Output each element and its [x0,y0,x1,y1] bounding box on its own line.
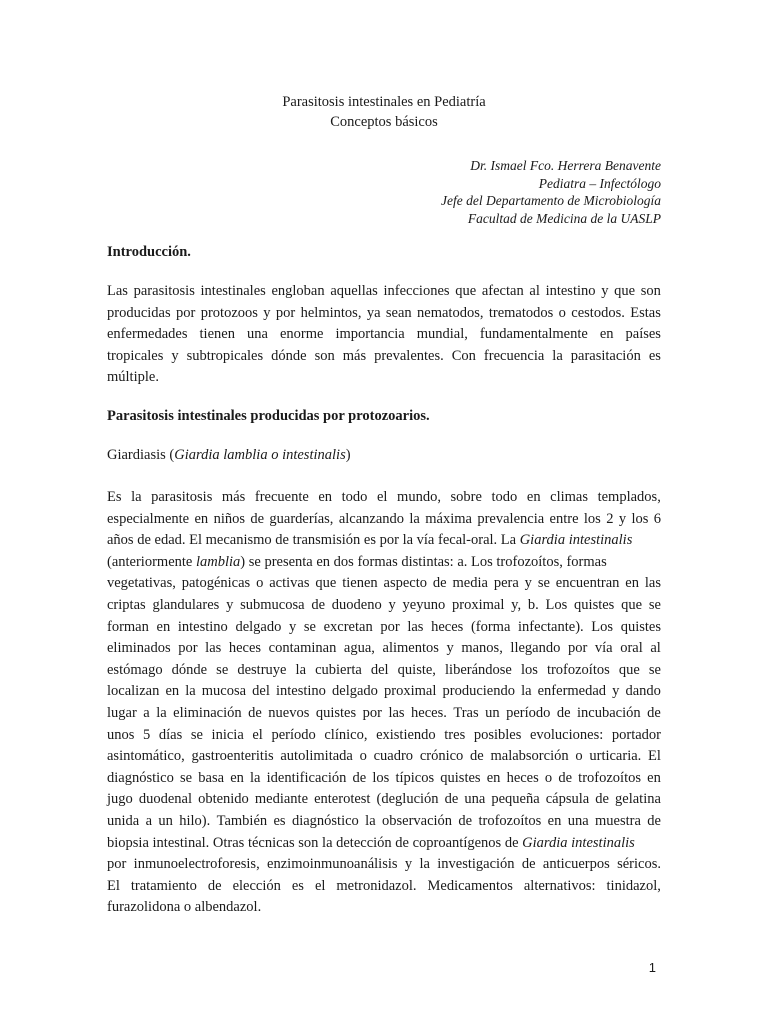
giardia-species: Giardia lamblia o intestinalis [174,447,346,463]
paragraph-line: El tratamiento de elección es el metronidazol. Medicamentos alternativos: tinidazol, [107,877,661,894]
paragraph-line: asintomático, gastroenteritis autolimitada o cuadro crónico de malabsorción o urticaria. El [107,748,661,765]
paragraph-line: vegetativas, patogénicas o activas que tienen aspecto de media pera y se encuentran en las [107,575,661,592]
paragraph-line: unida a un hilo). También es diagnóstico la observación de trofozoítos en una muestra de [107,812,661,829]
author-position: Jefe del Departamento de Microbiología [441,193,661,208]
paragraph-line: jugo duodenal obtenido mediante enterotest (deglución de una pequeña cápsula de gelatina [107,791,661,808]
paragraph-line: diagnóstico se basa en la identificación de los típicos quistes en heces o de trofozoítos en [107,769,661,786]
intro-line: Las parasitosis intestinales engloban aquellas infecciones que afectan al intestino y que son [107,283,661,299]
page-title: Parasitosis intestinales en Pediatría [282,94,486,110]
paragraph-line: biopsia intestinal. Otras técnicas son la detección de coproantígenos de Giardia intestinalis [107,834,635,851]
author-faculty: Facultad de Medicina de la UASLP [467,210,661,226]
intro-line: tropicales y subtropicales dónde son más prevalentes. Con frecuencia la parasitación es [107,347,661,364]
paragraph-line: localizan en la mucosa del intestino delgado proximal produciendo la enfermedad y dando [107,683,661,700]
intro-line: enfermedades tienen una enorme importancia mundial, fundamentalmente en países [107,326,661,343]
intro-heading: Introducción. [107,244,191,260]
giardia-subheading: Giardiasis (Giardia lamblia o intestinalis) [107,447,351,463]
paragraph-line: eliminados por las heces contaminan agua, alimentos y manos, llegando por vía oral al [107,640,661,657]
paragraph-line: Es la parasitosis más frecuente en todo el mundo, sobre todo en climas templados, [107,489,661,505]
protozoa-heading: Parasitosis intestinales producidas por protozoarios. [107,408,430,424]
page-number: 1 [648,960,656,975]
paragraph-line: unos 5 días se inicia el período clínico, existiendo tres posibles evoluciones: portador [107,726,661,743]
paragraph-line: criptas glandulares y submucosa de duodeno y yeyuno proximal y, b. Los quistes que se [107,596,661,613]
paragraph-line: forman en intestino delgado y se excretan por las heces (forma infectante). Los quistes [107,618,661,635]
intro-line: producidas por protozoos y por helmintos, ya sean nematodos, trematodos o cestodos. Estas [107,304,661,321]
paragraph-line: (anteriormente lamblia) se presenta en dos formas distintas: a. Los trofozoítos, formas [107,553,607,570]
intro-line: múltiple. [107,369,159,386]
intro-paragraph [107,281,661,389]
paragraph-line: furazolidona o albendazol. [107,899,262,916]
giardia-paragraph [107,487,661,919]
author-name: Dr. Ismael Fco. Herrera Benavente [470,158,661,173]
paragraph-line: años de edad. El mecanismo de transmisión es por la vía fecal-oral. La Giardia intestinalis [107,532,633,549]
page-subtitle: Conceptos básicos [330,114,438,130]
title-block [0,92,768,132]
author-block [441,157,661,227]
paragraph-line: por inmunoelectroforesis, enzimoinmunoanálisis y la investigación de anticuerpos séricos. [107,856,661,873]
paragraph-line: lugar a la eliminación de nuevos quistes por las heces. Tras un período de incubación de [107,704,661,721]
paragraph-line: estómago dónde se destruye la cubierta del quiste, liberándose los trofozoítos que se [107,661,661,678]
paragraph-line: especialmente en niños de guarderías, alcanzando la máxima prevalencia entre los 2 y los 6 [107,510,661,527]
author-role: Pediatra – Infectólogo [538,175,661,191]
